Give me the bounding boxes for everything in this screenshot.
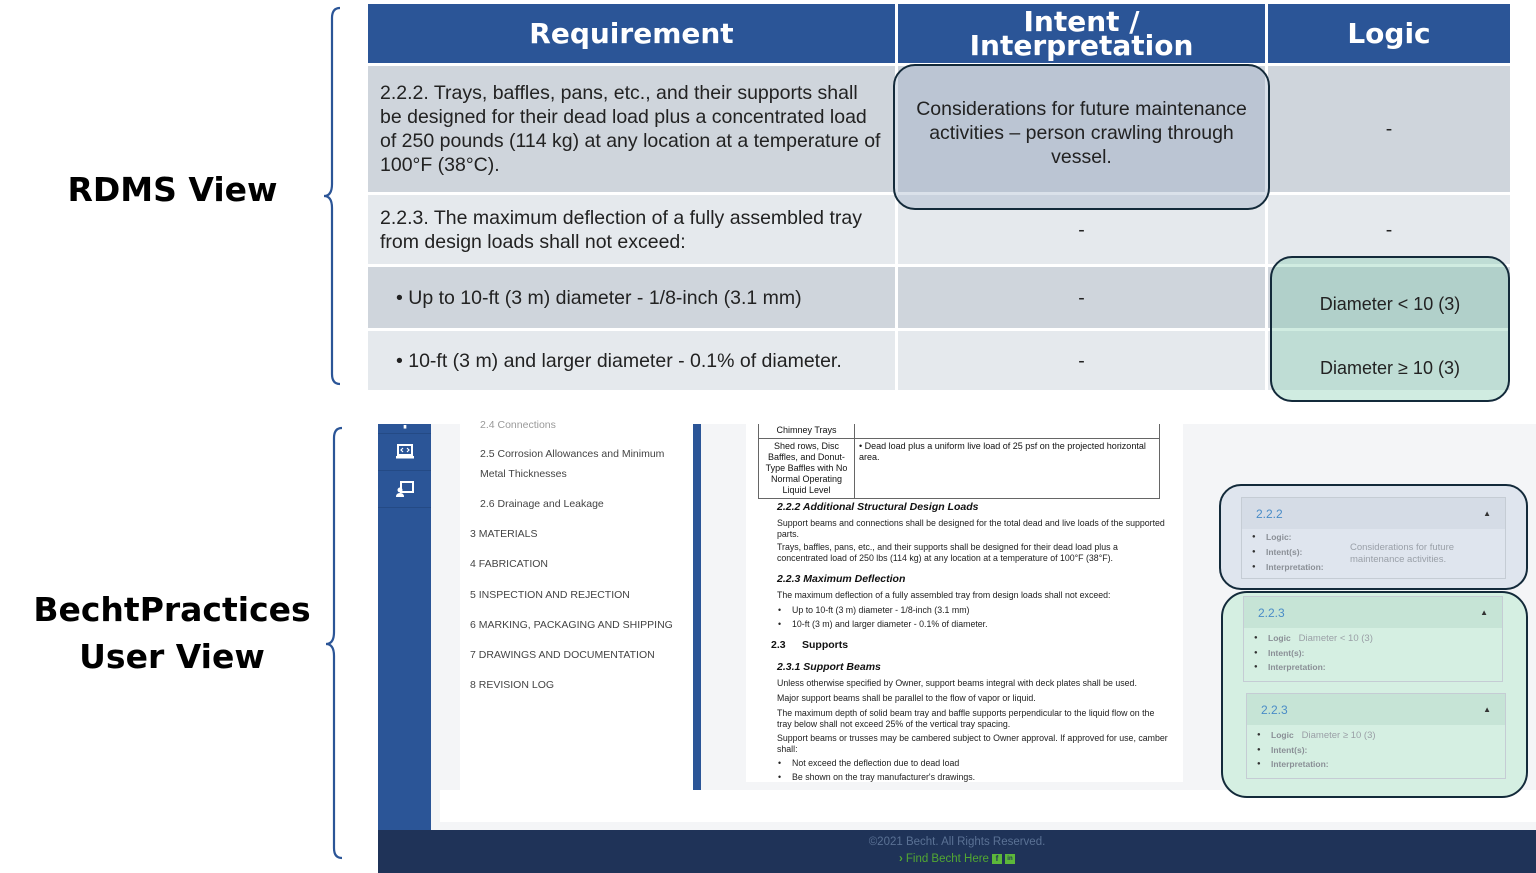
- interpretation-label: Interpretation:: [1271, 759, 1329, 769]
- interpretation-field: [1257, 757, 1495, 771]
- list-item: • 10-ft (3 m) and larger diameter - 0.1% of diameter.: [792, 619, 988, 630]
- requirement-cell: • Up to 10-ft (3 m) diameter - 1/8-inch (3.1 mm): [368, 267, 898, 328]
- intent-cell: -: [898, 331, 1268, 390]
- user-view-brace: [324, 426, 346, 860]
- paragraph: Support beams and connections shall be designed for the total dead and live loads of the supported parts.: [777, 518, 1165, 539]
- rail-item-presentation[interactable]: [378, 471, 431, 508]
- logic-value-1: Diameter < 10 (3): [1319, 294, 1461, 314]
- laptop-code-icon: [395, 443, 415, 461]
- logic-cell: -: [1385, 218, 1393, 241]
- nav-item[interactable]: 2.5 Corrosion Allowances and Minimum: [480, 448, 665, 460]
- caret-up-icon: ▲: [1483, 509, 1491, 518]
- logic-highlight: [1270, 256, 1510, 402]
- logic-field: [1257, 728, 1495, 743]
- interpretation-value: Considerations for future maintenance activities.: [1350, 542, 1455, 565]
- load-table-row: [759, 424, 1159, 439]
- nav-item[interactable]: 2.4 Connections: [480, 419, 556, 431]
- toc-nav: [460, 419, 694, 790]
- rdms-header-row: [368, 4, 1510, 66]
- icon-rail: [378, 424, 431, 830]
- accordion-2-2-3-b: [1246, 693, 1506, 779]
- heading-2-2-2: 2.2.2 Additional Structural Design Loads: [777, 501, 979, 513]
- intent-field: [1254, 646, 1492, 660]
- header-requirement: Requirement: [368, 4, 898, 63]
- load-table: [758, 424, 1160, 499]
- nav-item[interactable]: 2.6 Drainage and Leakage: [480, 498, 604, 510]
- list-item: • Be shown on the tray manufacturer's drawings.: [792, 772, 975, 783]
- rdms-brace: [322, 6, 344, 386]
- logic-label: Logic: [1268, 633, 1291, 643]
- intent-label: Intent(s):: [1268, 648, 1305, 658]
- accordion-title: 2.2.3: [1258, 605, 1285, 620]
- nav-item[interactable]: Metal Thicknesses: [480, 468, 567, 480]
- rail-item-laptop[interactable]: [378, 434, 431, 471]
- find-becht-link[interactable]: [899, 850, 1015, 868]
- accordion-body: [1242, 529, 1505, 578]
- nav-item[interactable]: 5 INSPECTION AND REJECTION: [470, 589, 630, 601]
- list-item: • Up to 10-ft (3 m) diameter - 1/8-inch (3.1 mm): [792, 605, 969, 616]
- paragraph: The maximum deflection of a fully assembled tray from design loads shall not exceed:: [777, 590, 1111, 600]
- intent-highlight: [893, 64, 1270, 210]
- intent-highlight-text: Considerations for future maintenance activities – person crawling through vessel.: [916, 98, 1247, 168]
- list-item: • Not exceed the deflection due to dead load: [792, 758, 959, 769]
- heading-2-3-number: 2.3: [771, 639, 786, 651]
- linkedin-icon[interactable]: in: [1005, 854, 1015, 864]
- nav-item[interactable]: 7 DRAWINGS AND DOCUMENTATION: [470, 649, 655, 661]
- accordion-header[interactable]: [1242, 498, 1505, 529]
- heading-2-3-1: 2.3.1 Support Beams: [777, 661, 881, 673]
- nav-item[interactable]: 4 FABRICATION: [470, 558, 548, 570]
- user-view-label: [22, 586, 322, 680]
- facebook-icon[interactable]: f: [992, 854, 1002, 864]
- header-intent: Intent / Interpretation: [898, 4, 1268, 63]
- heading-2-3: Supports: [802, 639, 849, 651]
- user-view-line2: User View: [79, 637, 265, 676]
- accordion-highlight-intent: [1219, 484, 1528, 590]
- logic-value: Diameter < 10 (3): [1298, 633, 1373, 644]
- accordion-body: [1244, 628, 1502, 677]
- logic-label: Logic: [1271, 730, 1294, 740]
- footer: [378, 830, 1536, 873]
- accordion-header[interactable]: [1244, 597, 1502, 628]
- paragraph: Major support beams shall be parallel to the flow of vapor or liquid.: [777, 693, 1036, 703]
- caret-up-icon: ▲: [1480, 608, 1488, 617]
- nav-item[interactable]: 3 MATERIALS: [470, 528, 538, 540]
- rail-item-user[interactable]: [378, 424, 431, 434]
- interpretation-label: Interpretation:: [1266, 562, 1324, 572]
- intent-label: Intent(s):: [1271, 745, 1308, 755]
- logic-value: Diameter ≥ 10 (3): [1301, 730, 1376, 741]
- panel-resize-handle[interactable]: [693, 424, 701, 790]
- load-table-cell: [855, 424, 1159, 438]
- user-icon: [395, 425, 415, 433]
- rdms-view-label: [60, 166, 285, 213]
- document-viewer: [746, 424, 1183, 782]
- requirement-cell: 2.2.2. Trays, baffles, pans, etc., and their supports shall be designed for their dead load plus a concentrated load of 250 pounds (114 kg) at any location at a temperature of 100°F (38°C).: [368, 66, 898, 192]
- intent-field: [1257, 743, 1495, 757]
- chevron-right-icon: ›: [899, 853, 903, 865]
- accordion-highlight-logic: [1221, 591, 1528, 798]
- rdms-view-text: RDMS View: [67, 170, 278, 209]
- accordion-header[interactable]: [1247, 694, 1505, 725]
- paragraph: The maximum depth of solid beam tray and baffle supports perpendicular to the liquid flow on the tray below shall not exceed 25% of the vertical tray spacing.: [777, 708, 1155, 729]
- copyright-text: ©2021 Becht. All Rights Reserved.: [868, 836, 1046, 848]
- requirement-cell: • 10-ft (3 m) and larger diameter - 0.1% of diameter.: [368, 331, 898, 390]
- caret-up-icon: ▲: [1483, 705, 1491, 714]
- accordion-2-2-3-a: [1243, 596, 1503, 682]
- intent-label: Intent(s):: [1266, 547, 1303, 557]
- interpretation-field: [1254, 660, 1492, 674]
- interpretation-label: Interpretation:: [1268, 662, 1326, 672]
- load-table-cell: Chimney Trays: [759, 424, 855, 438]
- accordion-title: 2.2.3: [1261, 702, 1288, 717]
- nav-item[interactable]: 8 REVISION LOG: [470, 679, 555, 691]
- load-table-cell: Shed rows, Disc Baffles, and Donut-Type Baffles with No Normal Operating Liquid Level: [759, 439, 855, 498]
- paragraph: Unless otherwise specified by Owner, support beams integral with deck plates shall be used.: [777, 678, 1137, 688]
- presentation-icon: [395, 480, 415, 498]
- logic-field: [1254, 631, 1492, 646]
- paragraph: Trays, baffles, pans, etc., and their supports shall be designed for their dead load plus a concentrated load of 250 lbs (114 kg) at any location at a temperature of 100°F (38°F).: [777, 542, 1118, 563]
- nav-item[interactable]: 6 MARKING, PACKAGING AND SHIPPING: [470, 619, 673, 631]
- logic-label: Logic:: [1266, 532, 1292, 542]
- load-table-row: [759, 439, 1159, 498]
- find-becht-label: Find Becht Here: [905, 853, 989, 865]
- load-table-cell: • Dead load plus a uniform live load of 25 psf on the projected horizontal area.: [859, 441, 1146, 462]
- paragraph: Support beams or trusses may be cambered subject to Owner approval. If approved for use, camber shall:: [777, 733, 1168, 754]
- accordion-2-2-2: [1241, 497, 1506, 579]
- accordion-title: 2.2.2: [1256, 506, 1283, 521]
- intent-cell: -: [898, 267, 1268, 328]
- requirement-cell: 2.2.3. The maximum deflection of a fully assembled tray from design loads shall not exceed:: [368, 195, 898, 264]
- user-view-line1: BechtPractices: [33, 590, 311, 629]
- heading-2-2-3: 2.2.3 Maximum Deflection: [777, 573, 906, 585]
- accordion-body: [1247, 725, 1505, 774]
- intent-cell: -: [898, 195, 1268, 264]
- logic-cell: -: [1385, 118, 1393, 140]
- header-logic: Logic: [1347, 16, 1431, 50]
- logic-value-2: Diameter ≥ 10 (3): [1320, 358, 1460, 378]
